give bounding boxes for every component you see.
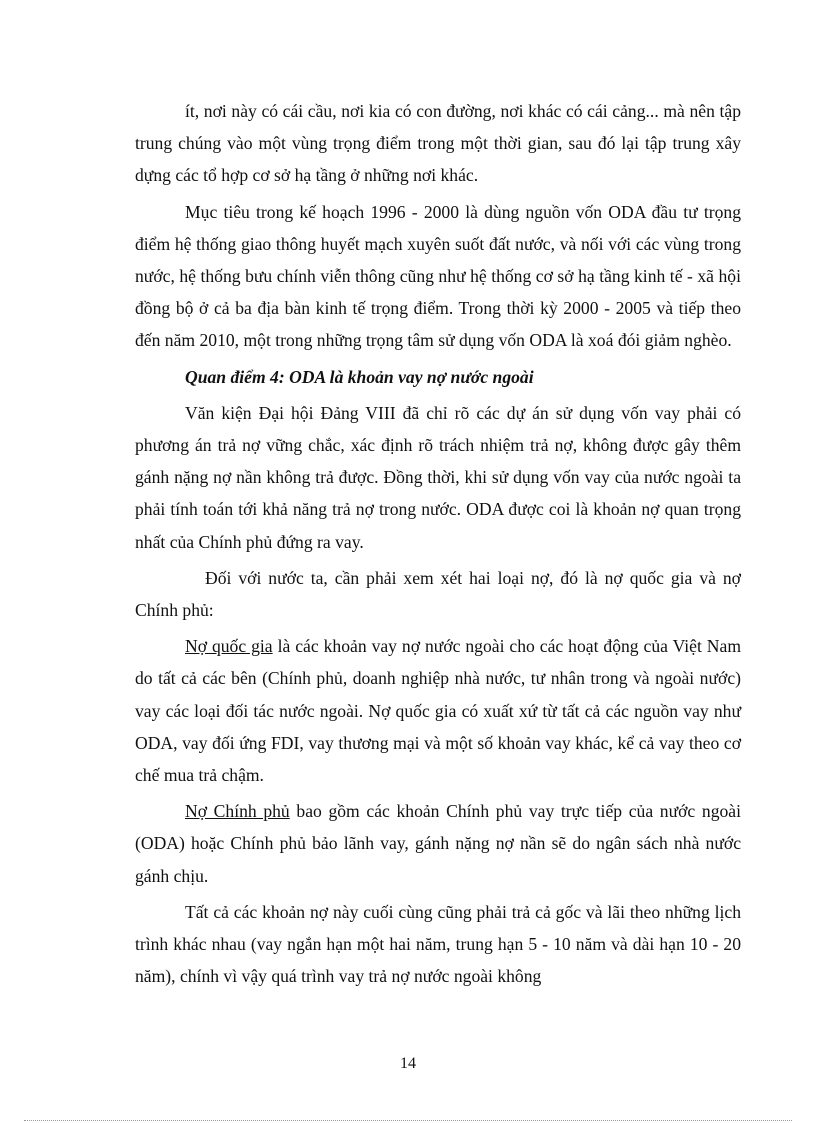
term-government-debt: Nợ Chính phủ bbox=[185, 801, 290, 822]
paragraph-continuation: ít, nơi này có cái cầu, nơi kia có con đường, nơi khác có cái cảng... mà nên tập trung chúng vào một vùng trọng điểm trong một thời gian, sau đó lại tập trung xây dựng các tổ hợp cơ sở hạ tầng ở những nơi khác. bbox=[135, 101, 741, 186]
paragraph-government-debt bbox=[135, 795, 741, 892]
paragraph-party-congress-document: Văn kiện Đại hội Đảng VIII đã chỉ rõ các dự án sử dụng vốn vay phải có phương án trả nợ vững chắc, xác định rõ trách nhiệm trả nợ, không được gây thêm gánh nặng nợ nần không trả được. Đồng thời, khi sử dụng vốn vay của nước ngoài ta phải tính toán tới khả năng trả nợ trong nước. ODA được coi là khoản nợ quan trọng nhất của Chính phủ đứng ra vay. bbox=[135, 402, 741, 552]
document-body bbox=[135, 95, 741, 996]
government-debt-definition: bao gồm các khoản Chính phủ vay trực tiếp của nước ngoài (ODA) hoặc Chính phủ bảo lãnh vay, gánh nặng nợ nần sẽ do ngân sách nhà nước gánh chịu. bbox=[135, 801, 741, 886]
section-heading-viewpoint-4: Quan điểm 4: ODA là khoản vay nợ nước ngoài bbox=[185, 366, 534, 387]
term-national-debt: Nợ quốc gia bbox=[185, 636, 273, 657]
page-number: 14 bbox=[400, 1055, 416, 1072]
page-bottom-divider bbox=[24, 1120, 792, 1121]
paragraph-national-debt bbox=[135, 630, 741, 791]
paragraph-oda-plan-goals: Mục tiêu trong kế hoạch 1996 - 2000 là dùng nguồn vốn ODA đầu tư trọng điểm hệ thống giao thông huyết mạch xuyên suốt đất nước, và nối với các vùng trong nước, hệ thống bưu chính viễn thông cũng như hệ thống cơ sở hạ tầng kinh tế - xã hội đồng bộ ở cả ba địa bàn kinh tế trọng điểm. Trong thời kỳ 2000 - 2005 và tiếp theo đến năm 2010, một trong những trọng tâm sử dụng vốn ODA là xoá đói giảm nghèo. bbox=[135, 201, 741, 351]
paragraph-repayment-schedules: Tất cả các khoản nợ này cuối cùng cũng phải trả cả gốc và lãi theo những lịch trình khác nhau (vay ngắn hạn một hai năm, trung hạn 5 - 10 năm và dài hạn 10 - 20 năm), chính vì vậy quá trình vay trả nợ nước ngoài không bbox=[135, 901, 741, 987]
national-debt-definition: là các khoản vay nợ nước ngoài cho các hoạt động của Việt Nam do tất cả các bên (Chính phủ, doanh nghiệp nhà nước, tư nhân trong và ngoài nước) vay các loại đối tác nước ngoài. Nợ quốc gia có xuất xứ từ tất cả các nguồn vay như ODA, vay đối ứng FDI, vay thương mại và một số khoản vay khác, kể cả vay theo cơ chế mua trả chậm. bbox=[135, 636, 742, 786]
paragraph-two-types-of-debt: Đối với nước ta, cần phải xem xét hai loại nợ, đó là nợ quốc gia và nợ Chính phủ: bbox=[135, 567, 741, 621]
